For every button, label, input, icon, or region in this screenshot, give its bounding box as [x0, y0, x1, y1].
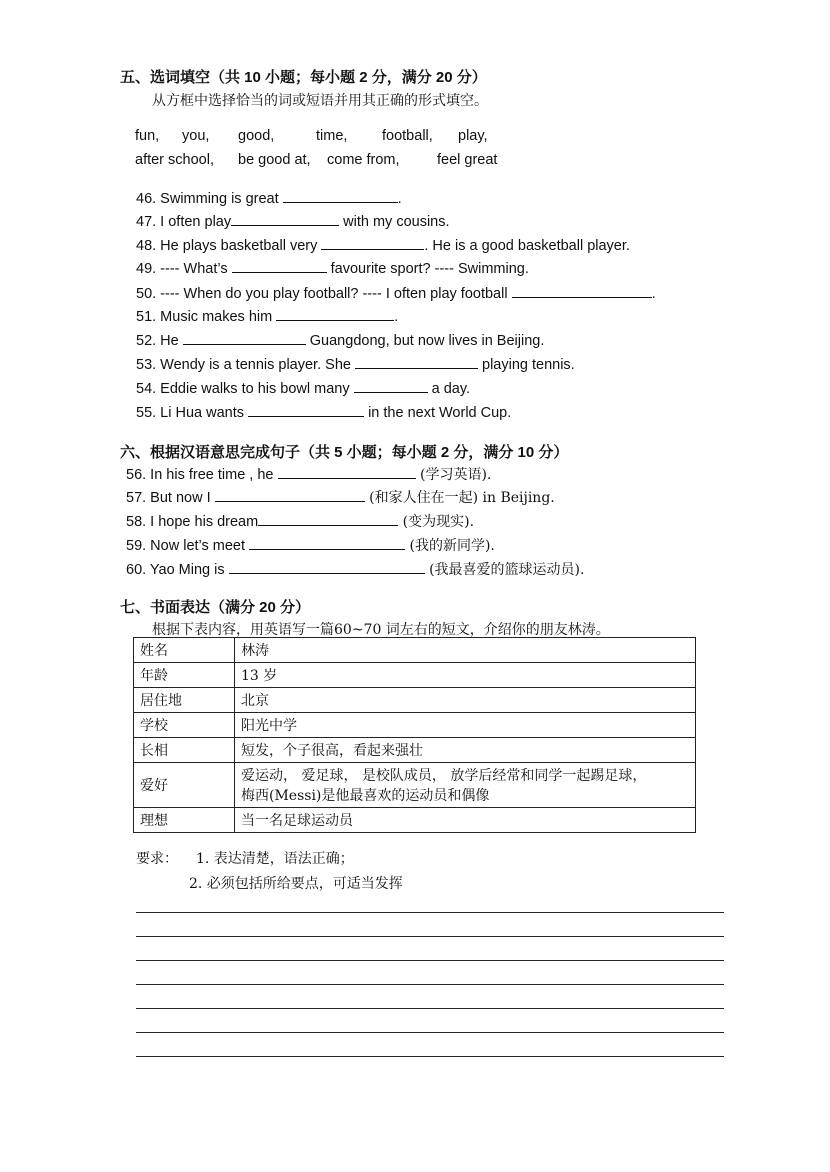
answer-blank[interactable] — [512, 284, 652, 298]
writing-line[interactable] — [136, 1008, 724, 1009]
table-row — [134, 638, 696, 663]
question-54: 54. Eddie walks to his bowl many a day. — [136, 381, 471, 397]
word: come from, — [327, 152, 400, 168]
word: play, — [458, 128, 488, 144]
word: after school, — [135, 152, 214, 168]
question-50: 50. ---- When do you play football? ---- I often play football . — [136, 286, 656, 302]
field-value: 短发，个子很高，看起来强壮 — [235, 738, 696, 763]
answer-blank[interactable] — [258, 512, 398, 526]
word: time, — [316, 128, 348, 144]
word: fun, — [135, 128, 160, 144]
answer-blank[interactable] — [283, 189, 398, 203]
answer-blank[interactable] — [354, 379, 428, 393]
field-label: 学校 — [134, 713, 235, 738]
section5-instruction: 从方框中选择恰当的词或短语并用其正确的形式填空。 — [152, 93, 488, 109]
question-46: 46. Swimming is great . — [136, 191, 402, 207]
table-row — [134, 763, 696, 808]
answer-blank[interactable] — [232, 259, 327, 273]
word: be good at, — [238, 152, 311, 168]
info-table — [133, 637, 696, 833]
question-52: 52. He Guangdong, but now lives in Beijing. — [136, 333, 545, 349]
requirements-label: 要求： — [136, 851, 178, 867]
answer-blank[interactable] — [248, 403, 364, 417]
answer-blank[interactable] — [229, 560, 425, 574]
table-row — [134, 713, 696, 738]
field-label: 年龄 — [134, 663, 235, 688]
field-value: 当一名足球运动员 — [235, 808, 696, 833]
answer-blank[interactable] — [355, 355, 478, 369]
section6-title: 六、根据汉语意思完成句子（共 5 小题；每小题 2 分，满分 10 分） — [120, 444, 569, 461]
word: football, — [382, 128, 433, 144]
writing-line[interactable] — [136, 912, 724, 913]
answer-blank[interactable] — [278, 465, 416, 479]
table-row — [134, 663, 696, 688]
word: feel great — [437, 152, 498, 168]
question-48: 48. He plays basketball very . He is a good basketball player. — [136, 238, 630, 254]
table-row — [134, 738, 696, 763]
field-label: 姓名 — [134, 638, 235, 663]
section7-title: 七、书面表达（满分 20 分） — [120, 599, 311, 616]
field-value: 13 岁 — [235, 663, 696, 688]
question-47: 47. I often play with my cousins. — [136, 214, 450, 230]
word: you, — [182, 128, 210, 144]
section7-instruction: 根据下表内容，用英语写一篇60~70 词左右的短文，介绍你的朋友林涛。 — [152, 622, 610, 638]
question-49: 49. ---- What’s favourite sport? ---- Swimming. — [136, 261, 529, 277]
question-55: 55. Li Hua wants in the next World Cup. — [136, 405, 512, 421]
field-value: 林涛 — [235, 638, 696, 663]
field-value: 北京 — [235, 688, 696, 713]
writing-line[interactable] — [136, 1056, 724, 1057]
answer-blank[interactable] — [321, 236, 424, 250]
question-60: 60. Yao Ming is (我最喜爱的篮球运动员). — [126, 562, 585, 578]
field-value: 爱运动， 爱足球， 是校队成员， 放学后经常和同学一起踢足球， 梅西(Messi)是他最喜欢的运动员和偶像 — [235, 763, 696, 808]
question-53: 53. Wendy is a tennis player. She playing tennis. — [136, 357, 575, 373]
field-label: 居住地 — [134, 688, 235, 713]
answer-blank[interactable] — [249, 536, 405, 550]
table-row — [134, 808, 696, 833]
field-label: 长相 — [134, 738, 235, 763]
field-value: 阳光中学 — [235, 713, 696, 738]
requirement-1: 1. 表达清楚，语法正确； — [196, 851, 354, 867]
requirement-2: 2. 必须包括所给要点，可适当发挥 — [189, 876, 403, 892]
answer-blank[interactable] — [183, 331, 306, 345]
question-56: 56. In his free time , he (学习英语). — [126, 467, 492, 483]
field-label: 理想 — [134, 808, 235, 833]
question-59: 59. Now let’s meet (我的新同学). — [126, 538, 495, 554]
writing-line[interactable] — [136, 960, 724, 961]
writing-line[interactable] — [136, 936, 724, 937]
writing-line[interactable] — [136, 1032, 724, 1033]
question-57: 57. But now I (和家人住在一起) in Beijing. — [126, 490, 555, 506]
question-51: 51. Music makes him . — [136, 309, 399, 325]
answer-blank[interactable] — [215, 488, 365, 502]
section5-title: 五、选词填空（共 10 小题；每小题 2 分，满分 20 分） — [120, 69, 487, 86]
answer-blank[interactable] — [276, 307, 394, 321]
question-58: 58. I hope his dream (变为现实). — [126, 514, 475, 530]
table-row — [134, 688, 696, 713]
answer-blank[interactable] — [231, 212, 339, 226]
writing-line[interactable] — [136, 984, 724, 985]
field-label: 爱好 — [134, 763, 235, 808]
word: good, — [238, 128, 275, 144]
